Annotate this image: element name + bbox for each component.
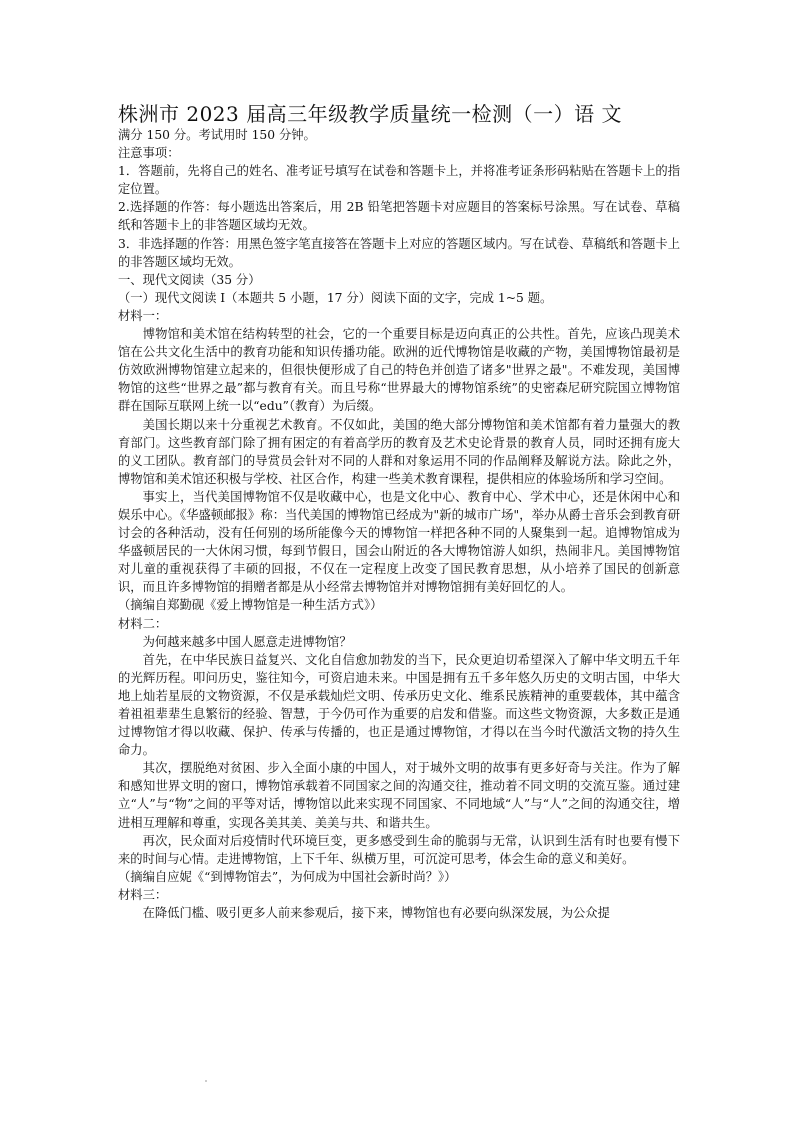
notice-item: 1．答题前，先将自己的姓名、准考证号填写在试卷和答题卡上，并将准考证条形码粘贴在答题卡上的指定位置。 bbox=[118, 164, 680, 197]
paragraph: 在降低门槛、吸引更多人前来参观后，接下来，博物馆也有必要向纵深发展，为公众提 bbox=[142, 906, 610, 921]
score-time-line: 满分 150 分。考试用时 150 分钟。 bbox=[118, 128, 316, 142]
material-label: 材料二： bbox=[118, 616, 168, 631]
notice-item: 2.选择题的作答：每小题选出答案后，用 2B 铅笔把答题卡对应题目的答案标号涂黑。写在试卷、草稿纸和答题卡上的非答题区域均无效。 bbox=[118, 200, 680, 233]
source-citation: （摘编自郑勤砚《爱上博物馆是一种生活方式》） bbox=[118, 598, 383, 613]
exam-body bbox=[118, 126, 680, 922]
section-subheading: （一）现代文阅读 I（本题共 5 小题，17 分）阅读下面的文字，完成 1~5 题。 bbox=[118, 290, 553, 305]
paragraph: 其次，摆脱绝对贫困、步入全面小康的中国人，对于城外文明的故事有更多好奇与关注。作为了解和感知世界文明的窗口，博物馆承载着不同国家之间的沟通交往，推动着不同文明的交流互鉴。通过建立“人”与“物”之间的平等对话，博物馆以此来实现不同国家、不同地域“人”与“人”之间的沟通交往，增进相互理解和尊重，实现各美其美、美美与共、和谐共生。 bbox=[118, 761, 680, 830]
notice-heading: 注意事项： bbox=[118, 146, 180, 161]
section-heading: 一、现代文阅读（35 分） bbox=[118, 272, 261, 287]
material-question: 为何越来越多中国人愿意走进博物馆？ bbox=[142, 634, 352, 649]
paragraph: 美国长期以来十分重视艺术教育。不仅如此，美国的绝大部分博物馆和美术馆都有着力量强大的教育部门。这些教育部门除了拥有困定的有着高学历的教育及艺术史论背景的教育人员，同时还拥有庞大的义工团队。教育部门的导赏员会针对不同的人群和对象运用不同的作品阐释及解说方法。除此之外，博物馆和美术馆还积极与学校、社区合作，构建一些美术教育课程，提供相应的体验场所和学习空间。 bbox=[118, 417, 680, 486]
material-label: 材料一： bbox=[118, 308, 168, 323]
material-label: 材料三： bbox=[118, 887, 168, 902]
scan-speck bbox=[205, 1080, 207, 1082]
paragraph: 博物馆和美术馆在结构转型的社会，它的一个重要目标是迈向真正的公共性。首先，应该凸现美术馆在公共文化生活中的教育功能和知识传播功能。欧洲的近代博物馆是收藏的产物，美国博物馆最初是仿效欧洲博物馆建立起来的，但很快便形成了自己的特色并创造了诸多"世界之最"。不难发现，美国博物馆的这些“世界之最”都与教育有关。而且号称“世界最大的博物馆系统”的史密森尼研究院国立博物馆群在国际互联网上统一以“edu”（教育）为后缀。 bbox=[118, 327, 680, 414]
page-title: 株洲市 2023 届高三年级教学质量统一检测（一）语 文 bbox=[118, 102, 622, 126]
notice-item: 3．非选择题的作答：用黑色签字笔直接答在答题卡上对应的答题区域内。写在试卷、草稿纸和答题卡上的非答题区域均无效。 bbox=[118, 236, 680, 269]
paragraph: 事实上，当代美国博物馆不仅是收藏中心，也是文化中心、教育中心、学术中心，还是休闲中心和娱乐中心。《华盛顿邮报》称：当代美国的博物馆已经成为"新的城市广场"，举办从爵士音乐会到教育研讨会的各种活动，没有任何别的场所能像今天的博物馆一样把各种不同的人聚集到一起。追博物馆成为华盛顿居民的一大休闲习惯，每到节假日，国会山附近的各大博物馆游人如织，热闹非凡。美国博物馆对儿童的重视获得了丰硕的回报，不仅在一定程度上改变了国民教育思想，从小培养了国民的创新意识，而且许多博物馆的捐赠者都是从小经常去博物馆并对博物馆拥有美好回忆的人。 bbox=[118, 489, 680, 595]
paragraph: 首先，在中华民族日益复兴、文化自信愈加勃发的当下，民众更迫切希望深入了解中华文明五千年的光辉历程。叩问历史，鉴往知今，可资启迪未来。中国是拥有五千多年悠久历史的文明古国，中华大地上灿若星辰的文物资源，不仅是承载灿烂文明、传承历史文化、维系民族精神的重要载体，其中蕴含着祖祖辈辈生息繁衍的经验、智慧，于今仍可作为重要的启发和借鉴。而这些文物资源，大多数正是通过博物馆才得以收藏、保护、传承与传播的，也正是通过博物馆，才得以在当今时代激活文物的持久生命力。 bbox=[118, 652, 680, 758]
source-citation: （摘编自应妮《“到博物馆去”，为何成为中国社会新时尚？》） bbox=[118, 869, 457, 884]
paragraph: 再次，民众面对后疫情时代环境巨变，更多感受到生命的脆弱与无常，认识到生活有时也要有慢下来的时间与心情。走进博物馆，上下千年、纵横万里，可沉淀可思考，体会生命的意义和美好。 bbox=[118, 833, 680, 866]
